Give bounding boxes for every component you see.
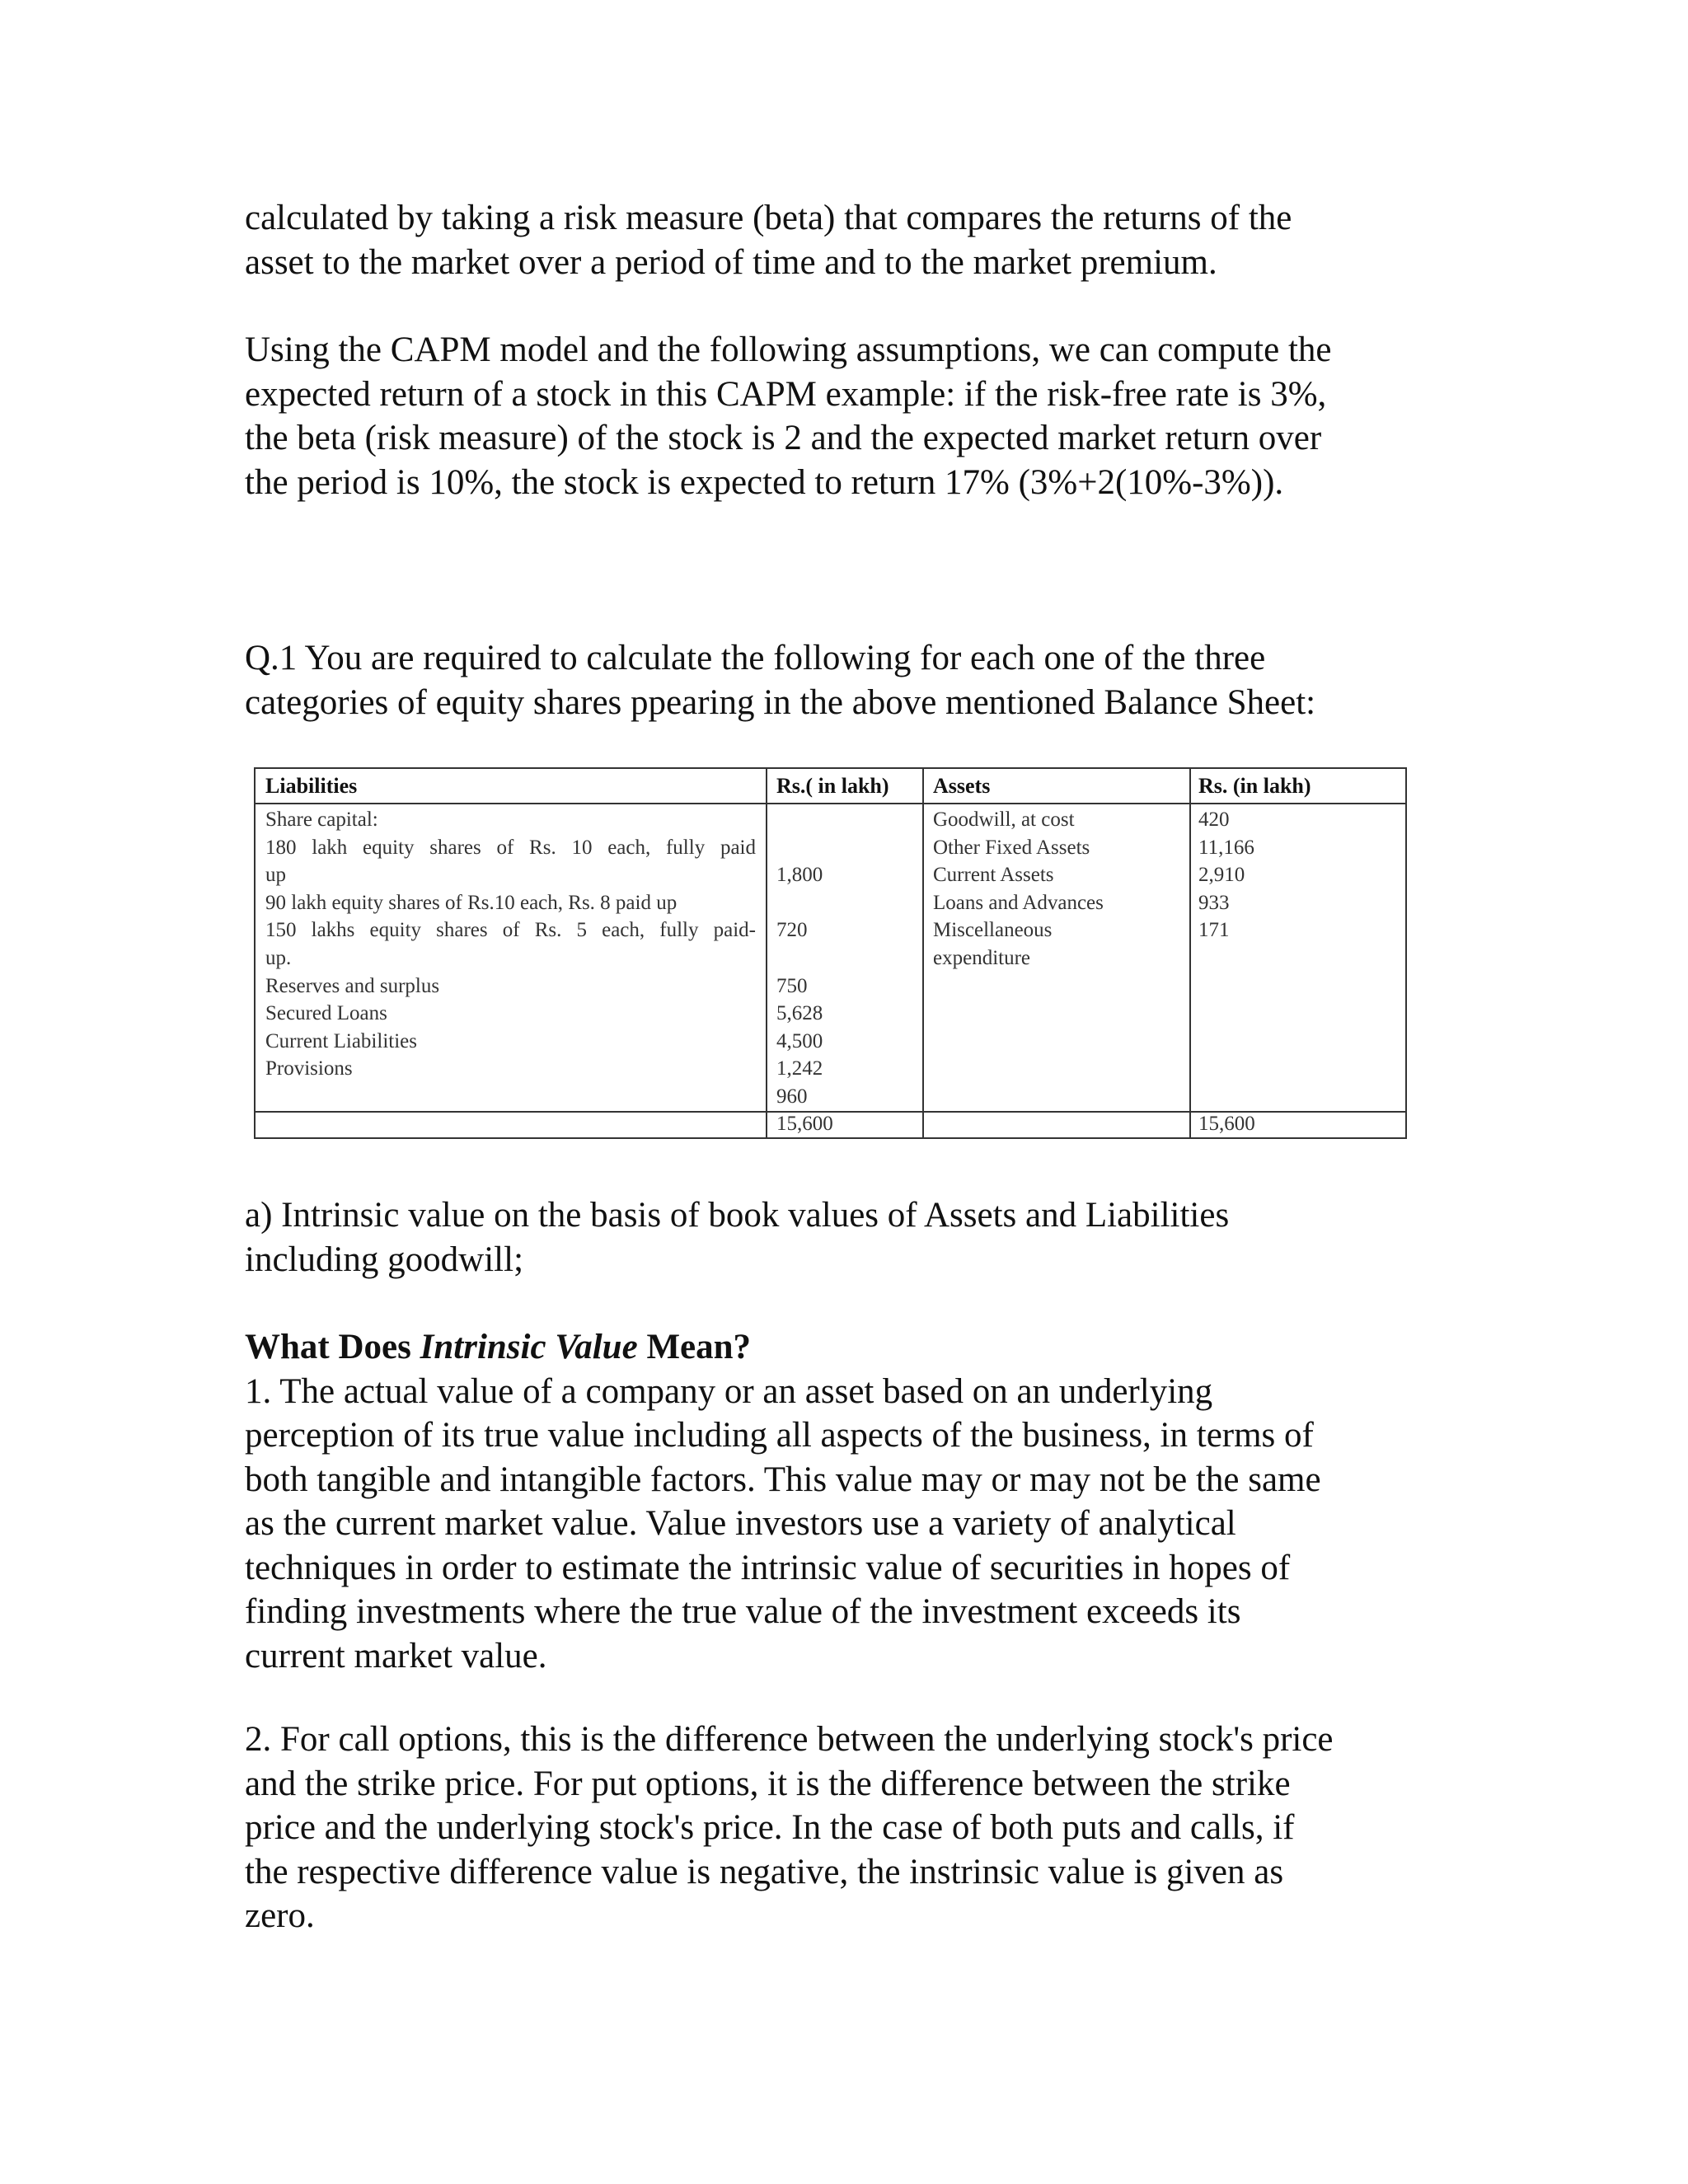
text-line: techniques in order to estimate the intrinsic value of securities in hopes of xyxy=(245,1548,1291,1587)
text-line: 1. The actual value of a company or an asset based on an underlying xyxy=(245,1371,1213,1411)
text-line: both tangible and intangible factors. This value may or may not be the same xyxy=(245,1460,1321,1499)
liability-line: Current Liabilities xyxy=(265,1029,417,1052)
header-divider xyxy=(256,803,1405,804)
heading-term: Intrinsic Value xyxy=(420,1328,638,1366)
text-line: finding investments where the true value of the investment exceeds its xyxy=(245,1592,1241,1631)
liability-line: up. xyxy=(265,946,292,969)
amount-line: 720 xyxy=(776,919,808,942)
text-line: current market value. xyxy=(245,1636,547,1675)
amount-line xyxy=(776,889,917,917)
text-line: the beta (risk measure) of the stock is 2 and the expected market return over xyxy=(245,419,1322,457)
heading-prefix: What Does xyxy=(245,1328,420,1366)
amount-line: 4,500 xyxy=(776,1029,823,1052)
text-line: and the strike price. For put options, it is the difference between the strike xyxy=(245,1764,1291,1803)
text-line: 2. For call options, this is the difference between the underlying stock's price xyxy=(245,1720,1334,1759)
liability-line: Provisions xyxy=(265,1057,353,1080)
text-line: Q.1 You are required to calculate the following for each one of the three xyxy=(245,639,1266,677)
liability-line: 150 lakhs equity shares of Rs. 5 each, fully paid- xyxy=(265,919,756,942)
liability-line: 180 lakh equity shares of Rs. 10 each, fully paid xyxy=(265,836,756,859)
asset-line: Other Fixed Assets xyxy=(933,836,1090,859)
header-liabilities: Liabilities xyxy=(265,774,358,798)
total-liabilities: 15,600 xyxy=(776,1113,833,1135)
capm-example-paragraph xyxy=(245,328,1332,504)
text-line: calculated by taking a risk measure (beta) that compares the returns of the xyxy=(245,199,1292,237)
question-paragraph xyxy=(245,636,1315,724)
options-paragraph xyxy=(245,1718,1334,1938)
amount-line: 2,910 xyxy=(1198,864,1245,887)
amount-line: 5,628 xyxy=(776,1002,823,1025)
total-assets: 15,600 xyxy=(1198,1113,1255,1135)
amount-line: 171 xyxy=(1198,919,1230,942)
amount-line xyxy=(776,944,917,972)
text-line: Using the CAPM model and the following assumptions, we can compute the xyxy=(245,330,1332,369)
liability-line: Reserves and surplus xyxy=(265,974,440,997)
text-line: asset to the market over a period of time and to the market premium. xyxy=(245,242,1217,282)
amount-line: 1,800 xyxy=(776,864,823,887)
amount-line: 1,242 xyxy=(776,1057,823,1080)
text-line: expected return of a stock in this CAPM example: if the risk-free rate is 3%, xyxy=(245,374,1327,414)
capm-paragraph-end xyxy=(245,196,1292,284)
text-line: as the current market value. Value investors use a variety of analytical xyxy=(245,1504,1236,1543)
asset-line: Current Assets xyxy=(933,864,1054,887)
liability-line: Secured Loans xyxy=(265,1002,387,1025)
text-line: the respective difference value is negative, the instrinsic value is given as xyxy=(245,1852,1284,1891)
text-line: price and the underlying stock's price. In the case of both puts and calls, if xyxy=(245,1808,1295,1847)
question-part-a xyxy=(245,1193,1229,1282)
liability-line: 90 lakh equity shares of Rs.10 each, Rs. 8 paid up xyxy=(265,891,678,914)
header-assets-amount: Rs. (in lakh) xyxy=(1198,774,1311,798)
asset-line: Goodwill, at cost xyxy=(933,808,1075,831)
amount-line: 11,166 xyxy=(1198,836,1254,859)
text-line: a) Intrinsic value on the basis of book values of Assets and Liabilities xyxy=(245,1196,1230,1235)
heading-suffix: Mean? xyxy=(637,1328,752,1366)
header-assets: Assets xyxy=(933,774,991,798)
column-divider xyxy=(922,769,924,1137)
text-line: including goodwill; xyxy=(245,1240,524,1279)
liability-amounts-cell xyxy=(776,806,917,1111)
column-divider xyxy=(766,769,767,1137)
liability-line: Share capital: xyxy=(265,808,378,831)
liability-line: up xyxy=(265,864,286,887)
definition-section xyxy=(245,1325,1321,1678)
text-line: the period is 10%, the stock is expected to return 17% (3%+2(10%-3%)). xyxy=(245,462,1284,502)
amount-line xyxy=(776,834,917,862)
header-liabilities-amount: Rs.( in lakh) xyxy=(776,774,889,798)
assets-cell xyxy=(933,806,1180,972)
balance-sheet-table xyxy=(254,767,1407,1139)
text-line: zero. xyxy=(245,1896,315,1935)
amount-line: 420 xyxy=(1198,808,1230,831)
liabilities-cell xyxy=(265,806,756,1083)
column-divider xyxy=(1189,769,1191,1137)
text-line: categories of equity shares ppearing in the above mentioned Balance Sheet: xyxy=(245,682,1316,722)
amount-line: 750 xyxy=(776,974,808,997)
amount-line xyxy=(776,806,917,834)
asset-line: expenditure xyxy=(933,946,1031,969)
asset-amounts-cell xyxy=(1198,806,1396,944)
asset-line: Miscellaneous xyxy=(933,919,1053,942)
amount-line: 960 xyxy=(776,1085,808,1108)
definition-heading xyxy=(245,1325,1321,1370)
text-line: perception of its true value including all aspects of the business, in terms of xyxy=(245,1416,1314,1455)
asset-line: Loans and Advances xyxy=(933,891,1104,914)
amount-line: 933 xyxy=(1198,891,1230,914)
